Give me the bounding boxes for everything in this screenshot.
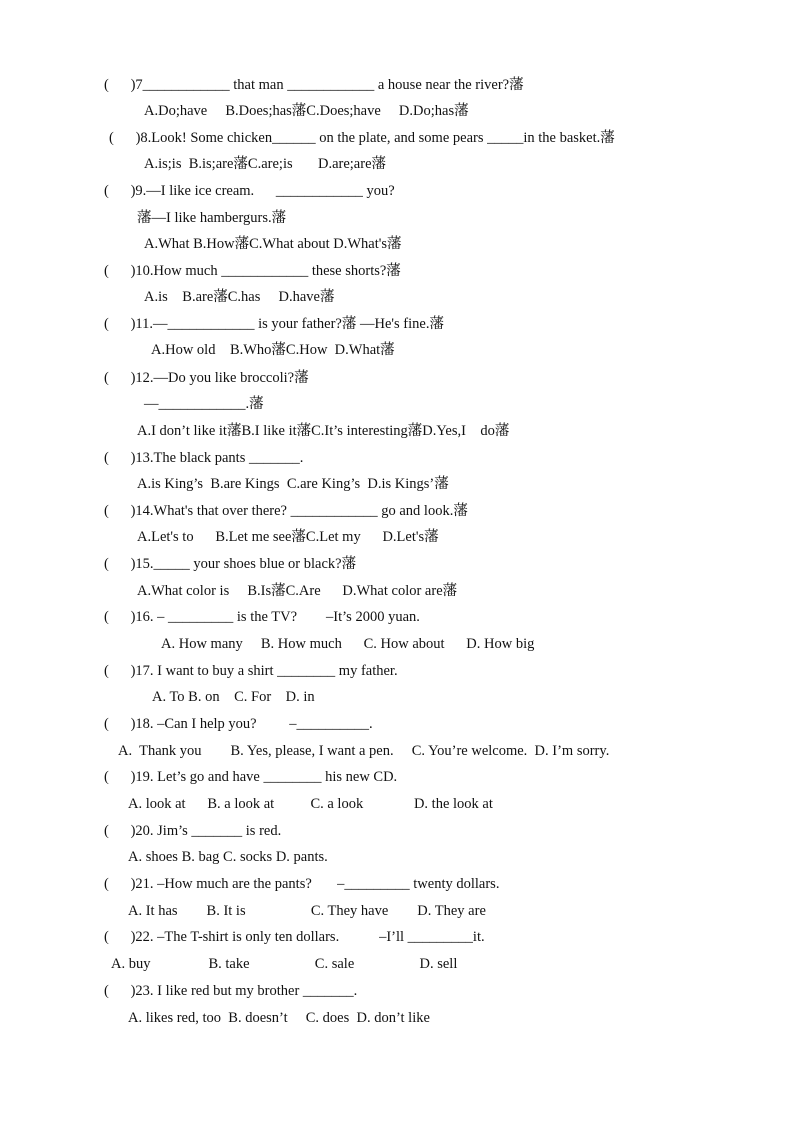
options-15: A.What color is B.Is藩C.Are D.What color are藩 (137, 583, 458, 599)
options-9: A.What B.How藩C.What about D.What's藩 (144, 236, 402, 252)
options-23: A. likes red, too B. doesn’t C. does D. don’t like (128, 1010, 430, 1026)
question-19: ( )19. Let’s go and have ________ his new CD. (104, 769, 398, 785)
question-7: ( )7____________ that man ____________ a house near the river?藩 (104, 77, 524, 93)
question-14: ( )14.What's that over there? ____________ go and look.藩 (104, 503, 468, 519)
question-12-reply: —____________.藩 (144, 396, 264, 412)
question-16: ( )16. – _________ is the TV? –It’s 2000 yuan. (104, 609, 420, 625)
options-13: A.is King’s B.are Kings C.are King’s D.is Kings’藩 (137, 476, 449, 492)
question-8: ( )8.Look! Some chicken______ on the plate, and some pears _____in the basket.藩 (109, 130, 615, 146)
question-23: ( )23. I like red but my brother _______. (104, 983, 358, 999)
options-19: A. look at B. a look at C. a look D. the look at (128, 796, 493, 812)
options-22: A. buy B. take C. sale D. sell (111, 956, 458, 972)
question-22: ( )22. –The T-shirt is only ten dollars. –I’ll _________it. (104, 929, 485, 945)
question-9: ( )9.—I like ice cream. ____________ you? (104, 183, 395, 199)
options-18: A. Thank you B. Yes, please, I want a pen. C. You’re welcome. D. I’m sorry. (118, 743, 610, 759)
options-10: A.is B.are藩C.has D.have藩 (144, 289, 335, 305)
options-20: A. shoes B. bag C. socks D. pants. (128, 849, 328, 865)
question-20: ( )20. Jim’s _______ is red. (104, 823, 282, 839)
question-17: ( )17. I want to buy a shirt ________ my father. (104, 663, 398, 679)
options-12: A.I don’t like it藩B.I like it藩C.It’s interesting藩D.Yes,I do藩 (137, 423, 510, 439)
options-11: A.How old B.Who藩C.How D.What藩 (151, 342, 395, 358)
question-15: ( )15._____ your shoes blue or black?藩 (104, 556, 357, 572)
question-18: ( )18. –Can I help you? –__________. (104, 716, 373, 732)
options-14: A.Let's to B.Let me see藩C.Let my D.Let's藩 (137, 529, 439, 545)
options-16: A. How many B. How much C. How about D. How big (161, 636, 535, 652)
options-8: A.is;is B.is;are藩C.are;is D.are;are藩 (144, 156, 387, 172)
question-11: ( )11.—____________ is your father?藩 —He's fine.藩 (104, 316, 444, 332)
question-13: ( )13.The black pants _______. (104, 450, 304, 466)
options-17: A. To B. on C. For D. in (152, 689, 315, 705)
question-9-reply: 藩—I like hambergurs.藩 (137, 210, 287, 226)
options-21: A. It has B. It is C. They have D. They are (128, 903, 486, 919)
question-21: ( )21. –How much are the pants? –_________ twenty dollars. (104, 876, 500, 892)
options-7: A.Do;have B.Does;has藩C.Does;have D.Do;has藩 (144, 103, 469, 119)
question-12: ( )12.—Do you like broccoli?藩 (104, 370, 309, 386)
question-10: ( )10.How much ____________ these shorts?藩 (104, 263, 401, 279)
